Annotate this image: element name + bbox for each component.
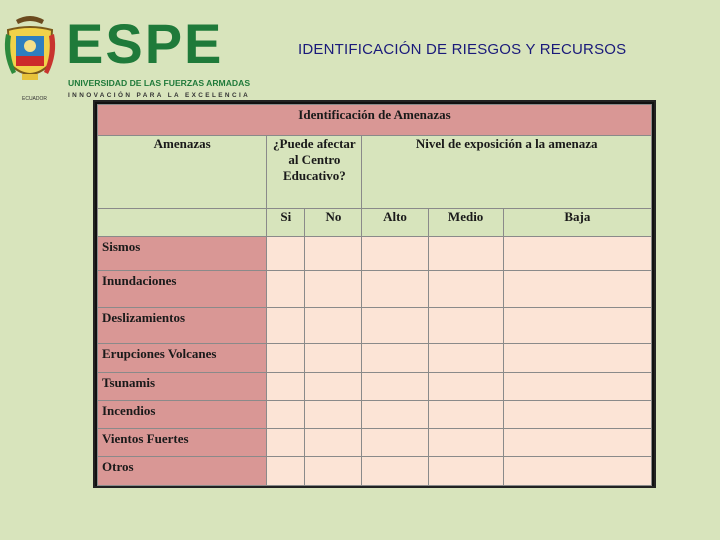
cell-baja[interactable] bbox=[503, 429, 651, 457]
cell-no[interactable] bbox=[305, 237, 362, 271]
threat-grid bbox=[97, 104, 652, 486]
row-label-tsunamis: Tsunamis bbox=[98, 373, 267, 401]
cell-baja[interactable] bbox=[503, 457, 651, 486]
espe-logo bbox=[2, 12, 252, 102]
cell-medio[interactable] bbox=[428, 429, 503, 457]
row-label-incendios: Incendios bbox=[98, 401, 267, 429]
crest-label: ECUADOR bbox=[22, 96, 48, 102]
cell-medio[interactable] bbox=[428, 401, 503, 429]
cell-alto[interactable] bbox=[362, 237, 428, 271]
subheader-no: No bbox=[305, 209, 362, 237]
cell-no[interactable] bbox=[305, 457, 362, 486]
cell-no[interactable] bbox=[305, 401, 362, 429]
table-row bbox=[98, 429, 652, 457]
subheader-baja: Baja bbox=[503, 209, 651, 237]
brand-name: ESPE bbox=[66, 12, 224, 75]
cell-alto[interactable] bbox=[362, 457, 428, 486]
cell-no[interactable] bbox=[305, 308, 362, 344]
cell-si[interactable] bbox=[267, 457, 305, 486]
table-row bbox=[98, 344, 652, 373]
row-label-deslizamientos: Deslizamientos bbox=[98, 308, 267, 344]
table-row bbox=[98, 373, 652, 401]
cell-medio[interactable] bbox=[428, 308, 503, 344]
row-label-otros: Otros bbox=[98, 457, 267, 486]
cell-alto[interactable] bbox=[362, 401, 428, 429]
row-label-sismos: Sismos bbox=[98, 237, 267, 271]
cell-si[interactable] bbox=[267, 373, 305, 401]
cell-alto[interactable] bbox=[362, 308, 428, 344]
cell-medio[interactable] bbox=[428, 344, 503, 373]
crest-icon bbox=[2, 14, 58, 94]
table-row bbox=[98, 457, 652, 486]
col-threats-header: Amenazas bbox=[98, 136, 267, 209]
cell-no[interactable] bbox=[305, 344, 362, 373]
row-label-inundaciones: Inundaciones bbox=[98, 271, 267, 308]
cell-baja[interactable] bbox=[503, 271, 651, 308]
page-title: IDENTIFICACIÓN DE RIESGOS Y RECURSOS bbox=[298, 41, 627, 58]
cell-no[interactable] bbox=[305, 373, 362, 401]
cell-alto[interactable] bbox=[362, 344, 428, 373]
cell-si[interactable] bbox=[267, 429, 305, 457]
threat-table bbox=[93, 100, 656, 488]
cell-si[interactable] bbox=[267, 344, 305, 373]
cell-alto[interactable] bbox=[362, 373, 428, 401]
subheader-si: Si bbox=[267, 209, 305, 237]
subheader-alto: Alto bbox=[362, 209, 428, 237]
col-affect-header: ¿Puede afectar al Centro Educativo? bbox=[267, 136, 362, 209]
table-row bbox=[98, 271, 652, 308]
cell-si[interactable] bbox=[267, 271, 305, 308]
cell-medio[interactable] bbox=[428, 237, 503, 271]
cell-baja[interactable] bbox=[503, 237, 651, 271]
table-title: Identificación de Amenazas bbox=[98, 105, 652, 136]
cell-baja[interactable] bbox=[503, 308, 651, 344]
row-label-erupciones: Erupciones Volcanes bbox=[98, 344, 267, 373]
table-row bbox=[98, 237, 652, 271]
brand-subtitle: UNIVERSIDAD DE LAS FUERZAS ARMADAS bbox=[68, 78, 251, 88]
cell-alto[interactable] bbox=[362, 429, 428, 457]
cell-si[interactable] bbox=[267, 308, 305, 344]
cell-si[interactable] bbox=[267, 401, 305, 429]
cell-medio[interactable] bbox=[428, 271, 503, 308]
cell-baja[interactable] bbox=[503, 401, 651, 429]
cell-no[interactable] bbox=[305, 271, 362, 308]
subheader-medio: Medio bbox=[428, 209, 503, 237]
cell-si[interactable] bbox=[267, 237, 305, 271]
cell-baja[interactable] bbox=[503, 373, 651, 401]
cell-medio[interactable] bbox=[428, 373, 503, 401]
table-row bbox=[98, 308, 652, 344]
row-label-vientos: Vientos Fuertes bbox=[98, 429, 267, 457]
subheader-blank bbox=[98, 209, 267, 237]
cell-alto[interactable] bbox=[362, 271, 428, 308]
col-exposure-header: Nivel de exposición a la amenaza bbox=[362, 136, 652, 209]
cell-medio[interactable] bbox=[428, 457, 503, 486]
table-row bbox=[98, 401, 652, 429]
cell-no[interactable] bbox=[305, 429, 362, 457]
cell-baja[interactable] bbox=[503, 344, 651, 373]
brand-tagline: INNOVACIÓN PARA LA EXCELENCIA bbox=[68, 92, 251, 99]
